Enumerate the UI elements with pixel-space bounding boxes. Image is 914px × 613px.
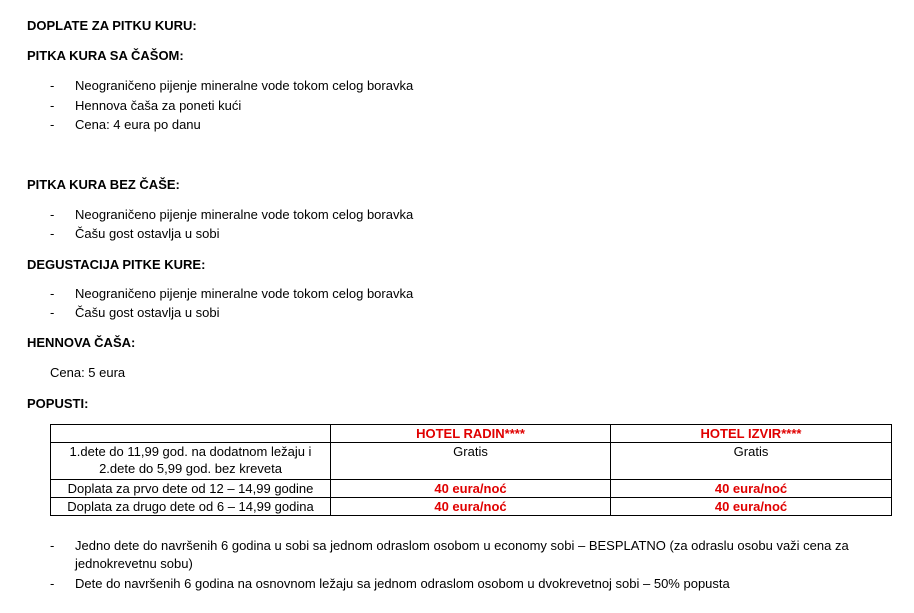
table-cell: 40 eura/noć	[611, 480, 892, 498]
table-label-line: 2.dete do 5,99 god. bez kreveta	[99, 461, 282, 476]
bullet-dash: -	[50, 98, 55, 113]
footer-note: Dete do navršenih 6 godina na osnovnom ležaju sa jednom odraslom osobom u dvokrevetnoj sobi – 50% popusta	[75, 576, 730, 591]
heading-popusti: POPUSTI:	[27, 396, 89, 411]
list-item: Čašu gost ostavlja u sobi	[75, 226, 220, 241]
table-row	[51, 443, 892, 480]
bullet-dash: -	[50, 286, 55, 301]
table-cell: 40 eura/noć	[331, 480, 611, 498]
bullet-dash: -	[50, 576, 55, 591]
table-row	[51, 498, 892, 516]
bullet-dash: -	[50, 117, 55, 132]
bullet-dash: -	[50, 226, 55, 241]
table-label-cell	[51, 443, 331, 480]
heading-hennova: HENNOVA ČAŠA:	[27, 335, 136, 350]
hennova-price: Cena: 5 eura	[50, 365, 126, 380]
footer-note-continuation: jednokrevetnu sobu)	[75, 556, 193, 571]
heading-doplate: DOPLATE ZA PITKU KURU:	[27, 18, 197, 33]
table-label-cell: Doplata za drugo dete od 6 – 14,99 godina	[51, 498, 331, 516]
table-cell: Gratis	[331, 443, 611, 480]
table-cell: 40 eura/noć	[611, 498, 892, 516]
table-header-row	[51, 425, 892, 443]
heading-degustacija: DEGUSTACIJA PITKE KURE:	[27, 257, 206, 272]
discount-table	[50, 424, 892, 516]
bullet-dash: -	[50, 538, 55, 553]
table-cell: 40 eura/noć	[331, 498, 611, 516]
list-item: Cena: 4 eura po danu	[75, 117, 201, 132]
table-label-line: 1.dete do 11,99 god. na dodatnom ležaju i	[69, 444, 312, 459]
table-row	[51, 480, 892, 498]
table-label-cell: Doplata za prvo dete od 12 – 14,99 godine	[51, 480, 331, 498]
list-item: Neograničeno pijenje mineralne vode tokom celog boravka	[75, 286, 414, 301]
heading-sa-casom: PITKA KURA SA ČAŠOM:	[27, 48, 184, 63]
list-item: Neograničeno pijenje mineralne vode tokom celog boravka	[75, 207, 414, 222]
list-item: Hennova čaša za poneti kući	[75, 98, 242, 113]
table-header-cell: HOTEL IZVIR****	[611, 425, 892, 443]
table-cell: Gratis	[611, 443, 892, 480]
list-item: Neograničeno pijenje mineralne vode tokom celog boravka	[75, 78, 414, 93]
footer-note: Jedno dete do navršenih 6 godina u sobi sa jednom odraslom osobom u economy sobi – BESPLATNO (za odraslu osobu važi cena za	[75, 538, 849, 553]
list-item: Čašu gost ostavlja u sobi	[75, 305, 220, 320]
bullet-dash: -	[50, 305, 55, 320]
table-header-cell: HOTEL RADIN****	[331, 425, 611, 443]
heading-bez-case: PITKA KURA BEZ ČAŠE:	[27, 177, 180, 192]
bullet-dash: -	[50, 78, 55, 93]
bullet-dash: -	[50, 207, 55, 222]
table-header-cell	[51, 425, 331, 443]
